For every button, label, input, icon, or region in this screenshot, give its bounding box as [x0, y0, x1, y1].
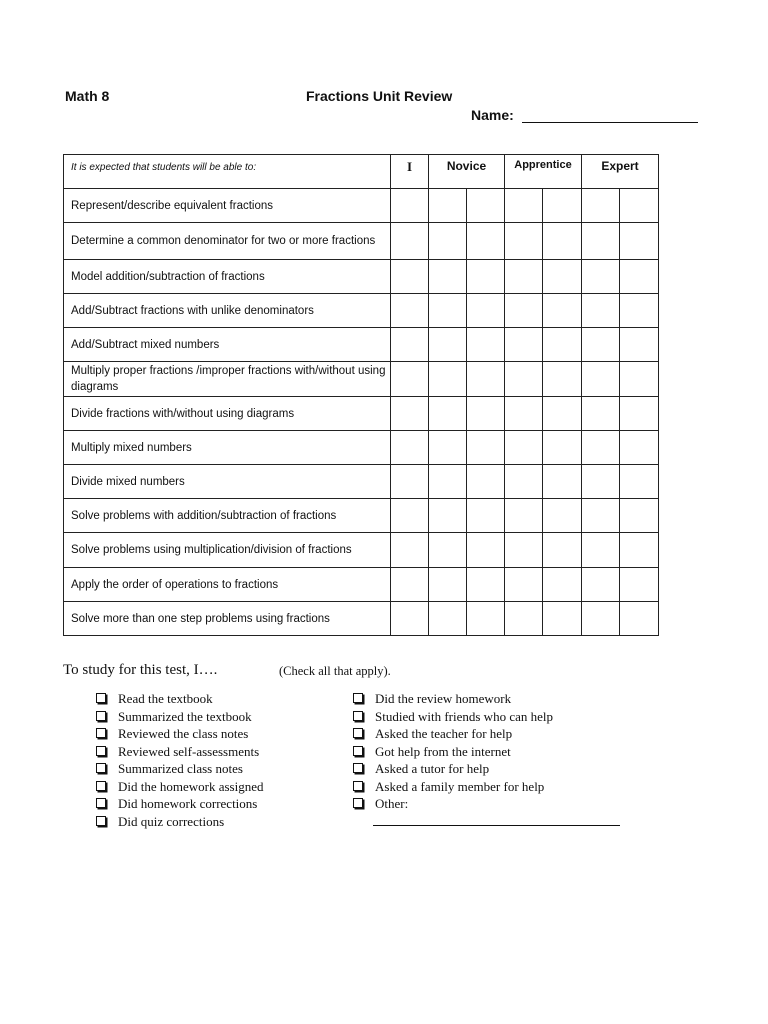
skill-label: Apply the order of operations to fractions [64, 568, 391, 602]
rating-box[interactable] [543, 533, 582, 568]
checklist-label: Got help from the internet [375, 743, 511, 759]
checkbox[interactable] [353, 798, 363, 808]
table-row [64, 328, 659, 362]
rating-box[interactable] [505, 223, 543, 260]
skill-label: Multiply proper fractions /improper fractions with/without using diagrams [64, 362, 391, 397]
rating-box[interactable] [620, 533, 659, 568]
rating-box[interactable] [467, 189, 505, 223]
study-checklist-left [96, 690, 264, 830]
checkbox[interactable] [96, 781, 106, 791]
rating-box[interactable] [582, 499, 620, 533]
checklist-item [353, 778, 553, 796]
skill-label: Solve more than one step problems using fractions [64, 602, 391, 636]
study-checklist-right [353, 690, 553, 813]
rating-box[interactable] [582, 260, 620, 294]
rating-box[interactable] [467, 328, 505, 362]
checklist-item [353, 760, 553, 778]
checklist-label: Other: [375, 796, 409, 811]
rating-box[interactable] [429, 499, 467, 533]
checklist-item [353, 743, 553, 761]
checklist-item [353, 795, 553, 813]
checkbox[interactable] [96, 763, 106, 773]
checklist-item [96, 725, 264, 743]
rating-box[interactable] [467, 362, 505, 397]
skill-label: Divide mixed numbers [64, 465, 391, 499]
course-label: Math 8 [65, 88, 110, 104]
rating-box[interactable] [582, 533, 620, 568]
rating-box[interactable] [620, 602, 659, 636]
rating-box[interactable] [505, 499, 543, 533]
checkbox[interactable] [353, 728, 363, 738]
self-assessment-table [63, 154, 659, 636]
rating-box[interactable] [429, 465, 467, 499]
rating-box[interactable] [467, 294, 505, 328]
rating-box[interactable] [391, 362, 429, 397]
rating-box[interactable] [467, 533, 505, 568]
skill-label: Add/Subtract fractions with unlike denominators [64, 294, 391, 328]
rating-box[interactable] [505, 431, 543, 465]
rating-box[interactable] [391, 260, 429, 294]
rating-box[interactable] [467, 602, 505, 636]
checklist-label: Did homework corrections [118, 796, 258, 811]
level-header: Expert [582, 155, 659, 189]
rating-box[interactable] [543, 568, 582, 602]
table-row [64, 362, 659, 397]
rating-box[interactable] [582, 397, 620, 431]
rating-box[interactable] [582, 362, 620, 397]
rating-box[interactable] [543, 189, 582, 223]
rating-box[interactable] [582, 431, 620, 465]
checklist-label: Read the textbook [118, 691, 213, 706]
checklist-item [96, 743, 264, 761]
rating-box[interactable] [582, 223, 620, 260]
rating-box[interactable] [620, 223, 659, 260]
table-row [64, 533, 659, 568]
checklist-label: Summarized class notes [118, 761, 243, 776]
skill-label: Solve problems using multiplication/division of fractions [64, 533, 391, 568]
checkbox[interactable] [96, 693, 106, 703]
rating-box[interactable] [543, 465, 582, 499]
checklist-label: Did quiz corrections [118, 813, 225, 829]
rating-box[interactable] [429, 431, 467, 465]
rating-box[interactable] [543, 328, 582, 362]
rating-box[interactable] [429, 533, 467, 568]
table-row [64, 189, 659, 223]
checkbox[interactable] [353, 711, 363, 721]
rating-box[interactable] [429, 223, 467, 260]
rating-box[interactable] [543, 260, 582, 294]
skill-label: Determine a common denominator for two or more fractions [64, 223, 391, 260]
skill-label: Solve problems with addition/subtraction of fractions [64, 499, 391, 533]
table-row [64, 499, 659, 533]
checklist-item [96, 813, 264, 831]
rating-box[interactable] [467, 397, 505, 431]
table-row [64, 431, 659, 465]
table-row [64, 568, 659, 602]
rating-box[interactable] [429, 602, 467, 636]
rating-box[interactable] [429, 189, 467, 223]
checklist-label: Summarized the textbook [118, 708, 252, 724]
table-row [64, 260, 659, 294]
rating-box[interactable] [582, 189, 620, 223]
table-row [64, 294, 659, 328]
skill-label: Divide fractions with/without using diagrams [64, 397, 391, 431]
rating-box[interactable] [582, 602, 620, 636]
rating-box[interactable] [620, 465, 659, 499]
checklist-item [96, 778, 264, 796]
rating-box[interactable] [620, 362, 659, 397]
rating-box[interactable] [391, 602, 429, 636]
skill-label: Multiply mixed numbers [64, 431, 391, 465]
rating-box[interactable] [582, 568, 620, 602]
rating-box[interactable] [391, 397, 429, 431]
rating-box[interactable] [391, 499, 429, 533]
page-title: Fractions Unit Review [306, 88, 453, 104]
checklist-item [96, 690, 264, 708]
checklist-label: Did the review homework [375, 691, 512, 706]
name-label: Name: [471, 107, 514, 123]
rating-box[interactable] [391, 223, 429, 260]
rating-box[interactable] [429, 260, 467, 294]
rating-box[interactable] [505, 397, 543, 431]
checklist-item [353, 690, 553, 708]
rating-box[interactable] [543, 431, 582, 465]
level-header: Apprentice [505, 155, 582, 189]
checkbox[interactable] [96, 816, 106, 826]
rating-box[interactable] [429, 294, 467, 328]
checklist-item [96, 795, 264, 813]
checklist-label: Asked the teacher for help [375, 726, 513, 741]
rating-box[interactable] [467, 465, 505, 499]
rating-box[interactable] [543, 362, 582, 397]
rating-box[interactable] [620, 260, 659, 294]
rating-box[interactable] [620, 568, 659, 602]
table-header-row [64, 155, 659, 189]
checklist-item [353, 708, 553, 726]
checklist-item [96, 708, 264, 726]
rating-box[interactable] [543, 397, 582, 431]
skill-label: Represent/describe equivalent fractions [64, 189, 391, 223]
rating-box[interactable] [429, 397, 467, 431]
rating-box[interactable] [620, 294, 659, 328]
checkbox[interactable] [353, 781, 363, 791]
study-heading: To study for this test, I…. [63, 662, 218, 678]
level-header: I [391, 155, 429, 189]
rating-box[interactable] [543, 223, 582, 260]
rating-box[interactable] [429, 328, 467, 362]
study-instruction: (Check all that apply). [279, 664, 391, 678]
other-write-in-line[interactable] [373, 825, 620, 826]
table-row [64, 465, 659, 499]
checklist-label: Asked a tutor for help [375, 761, 490, 776]
table-intro: It is expected that students will be able to: [64, 155, 391, 189]
rating-box[interactable] [582, 294, 620, 328]
rating-box[interactable] [620, 397, 659, 431]
checkbox[interactable] [353, 693, 363, 703]
skill-label: Model addition/subtraction of fractions [64, 260, 391, 294]
checklist-label: Did the homework assigned [118, 778, 264, 794]
rating-box[interactable] [505, 602, 543, 636]
rating-box[interactable] [505, 260, 543, 294]
checkbox[interactable] [353, 763, 363, 773]
table-row [64, 602, 659, 636]
checkbox[interactable] [96, 728, 106, 738]
rating-box[interactable] [505, 362, 543, 397]
rating-box[interactable] [620, 431, 659, 465]
checklist-item [96, 760, 264, 778]
name-field-line[interactable] [522, 122, 698, 123]
rating-box[interactable] [391, 533, 429, 568]
level-header: Novice [429, 155, 505, 189]
rating-box[interactable] [391, 431, 429, 465]
rating-box[interactable] [582, 465, 620, 499]
checkbox[interactable] [96, 711, 106, 721]
skill-label: Add/Subtract mixed numbers [64, 328, 391, 362]
rating-box[interactable] [505, 568, 543, 602]
rating-box[interactable] [582, 328, 620, 362]
rating-box[interactable] [620, 499, 659, 533]
rating-box[interactable] [467, 223, 505, 260]
rating-box[interactable] [505, 465, 543, 499]
rating-box[interactable] [467, 260, 505, 294]
checklist-label: Asked a family member for help [375, 778, 545, 794]
rating-box[interactable] [391, 465, 429, 499]
rating-box[interactable] [429, 568, 467, 602]
checkbox[interactable] [96, 798, 106, 808]
rating-box[interactable] [391, 189, 429, 223]
checklist-label: Reviewed self-assessments [118, 743, 260, 759]
rating-box[interactable] [620, 328, 659, 362]
table-row [64, 223, 659, 260]
checklist-item [353, 725, 553, 743]
rating-box[interactable] [467, 431, 505, 465]
rating-box[interactable] [505, 328, 543, 362]
rating-box[interactable] [467, 499, 505, 533]
rating-box[interactable] [543, 499, 582, 533]
rating-box[interactable] [429, 362, 467, 397]
rating-box[interactable] [543, 294, 582, 328]
rating-box[interactable] [543, 602, 582, 636]
rating-box[interactable] [391, 294, 429, 328]
checkbox[interactable] [96, 746, 106, 756]
rating-box[interactable] [505, 189, 543, 223]
rating-box[interactable] [467, 568, 505, 602]
table-row [64, 397, 659, 431]
rating-box[interactable] [505, 294, 543, 328]
rating-box[interactable] [505, 533, 543, 568]
rating-box[interactable] [391, 328, 429, 362]
rating-box[interactable] [391, 568, 429, 602]
checklist-label: Reviewed the class notes [118, 726, 249, 741]
checklist-label: Studied with friends who can help [375, 708, 553, 724]
checkbox[interactable] [353, 746, 363, 756]
rating-box[interactable] [620, 189, 659, 223]
